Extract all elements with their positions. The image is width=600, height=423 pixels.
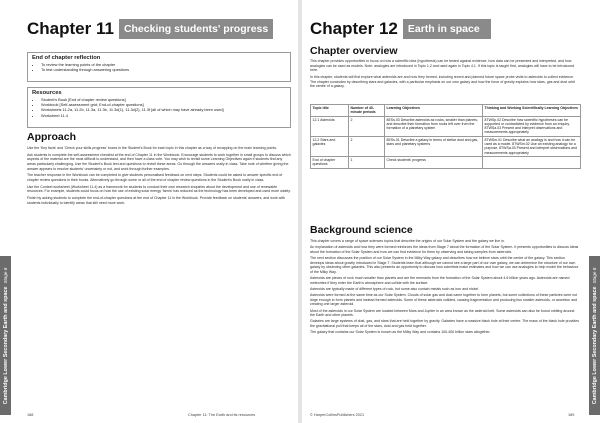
table-cell: 8ESs.01 Describe a galaxy in terms of stellar dust and gas, stars and planetary systems [385, 136, 483, 156]
paragraph: Asteroids are pieces of rock much smaller than planets and are the remnants from the formation of the Solar System about 4.6 billion years ago. Asteroids are named meteorites if they enter the Earth's atmosphere and collide with the surface. [310, 276, 570, 285]
table-header-row [311, 105, 581, 117]
column-header: Learning Objectives [385, 105, 483, 117]
resources-list [32, 97, 286, 118]
paragraph: Use the Context worksheet (Worksheet 11.4) as a framework for students to conduct their own research enquiries about the development and use of renewable resources. For example, students could focus on how the use of existing solar energy 'farms' has reduced as the technology has been developed and used more widely. [27, 184, 291, 194]
table-cell: 12.2 Stars and galaxies [311, 136, 349, 156]
topics-table [310, 104, 581, 169]
table-cell: 1 [349, 156, 385, 168]
table-cell: 12.1 Asteroids [311, 116, 349, 136]
right-footer-copyright: © HarperCollinsPublishers 2021 [310, 413, 365, 417]
overview-text [310, 59, 580, 89]
paragraph: In this chapter, students will first explore what asteroids are and how they formed, including recent and planned future space probe visits to asteroids to collect evidence. The chapter concludes by describing stars and galaxies, with a particular emphasis on our own galaxy and how the force of gravity explains how stars, gas and dust orbit the centre of a galaxy. [310, 74, 575, 89]
table-cell: End of chapter questions [311, 156, 349, 168]
side-tab-label [592, 267, 598, 404]
table-cell: 2 [349, 116, 385, 136]
resources-box [27, 87, 291, 128]
table-cell: 8TWSp.02 Describe how scientific hypotheses can be supported or contradicted by evidence from an enquiry. 8TWSa.03 Present and interpret observations and measurements appropriately [483, 116, 581, 136]
chapter-number: Chapter 11 [27, 19, 114, 38]
paragraph: The galaxy that contains our Solar System is known as the Milky Way and contains 100-400 billion stars altogether. [310, 330, 491, 335]
right-page [302, 0, 600, 423]
list-item: • Workbook [Self-assessment grid; End-of-chapter questions] [41, 102, 286, 107]
side-tab-title: Cambridge Lower Secondary Earth and space [2, 286, 9, 404]
paragraph: Finish by asking students to complete the end-of-chapter questions at the end of Chapter 11 in the Workbook. Provide feedback on students' answers, and work with students individually to identify areas that still need more work. [27, 195, 286, 205]
list-item: • Worksheet 11.4 [41, 113, 286, 118]
column-header: Topic title [311, 105, 349, 117]
paragraph: This chapter covers a range of space sciences topics that describe the origins of our Solar System and the galaxy we live in. [310, 239, 505, 243]
list-item: • To test understanding through answering questions [41, 67, 286, 72]
background-text [310, 239, 580, 335]
paragraph: The next section discusses the position of our Solar System in the Milky Way galaxy and describes how we believe stars orbit the centre of the galaxy. This section develops ideas about gravity introduced in Stage 7. Students learn that although we cannot see a large part of our own galaxy, we can determine the structure of our own galaxy by observing other galaxies. This also presents an opportunity to discuss how scientists make estimates and how we can use analogies to help model the behaviour of the Milky Way. [310, 255, 579, 274]
approach-text [27, 146, 291, 205]
chapter-12-title [310, 18, 491, 40]
right-side-tab [589, 256, 600, 415]
chapter-11-title [27, 18, 273, 40]
column-header: Number of 40-minute periods [349, 105, 385, 117]
table-cell: Check students' progress [385, 156, 483, 168]
left-side-tab [0, 256, 11, 415]
chapter-number: Chapter 12 [310, 19, 398, 38]
left-page [0, 0, 298, 423]
chapter-title-bar: Checking students' progress [119, 19, 273, 39]
paragraph: Asteroids are typically made of different types of rock, but some also contain metals such as iron and nickel. [310, 286, 480, 291]
table-cell [483, 156, 581, 168]
paragraph: An explanation of asteroids and how they were formed reinforces the ideas from Stage 7 about the formation of the Solar System. It presents opportunities to discuss ideas about the formation of the Solar System and how we can find evidence for them by observing and taking samples from asteroids. [310, 245, 579, 254]
left-footer-page: 188 [27, 413, 34, 417]
side-tab-stage: Stage 8 [591, 267, 597, 284]
paragraph: Galaxies are large systems of dust, gas, and stars that are held together by gravity. Galaxies have a massive black hole at their centre. The mass of the black hole provides the gravitational pull that keeps all of the stars, dust and gas held together. [310, 319, 579, 328]
paragraph: Use the 'Key facts' and 'Check your skills progress' boxes in the Student's Book for each topic in this chapter as a way of recapping on the main learning points. [27, 146, 278, 150]
right-footer-page: 189 [568, 413, 575, 417]
table-row [311, 156, 581, 168]
approach-heading: Approach [27, 131, 77, 143]
list-item: • To review the learning points of the chapter [41, 62, 286, 67]
resources-heading: Resources [32, 90, 62, 96]
paragraph: This chapter provides opportunities to focus on how a scientific idea (hypothesis) can be tested against evidence, how data can be presented and interpreted, and how analogies can be used as models. Note: analogies are introduced in Topic 1.2 and used again in Topic 4.1. If this topic is taught first, analogies will have to be introduced here. [310, 59, 575, 73]
table-cell: 2 [349, 136, 385, 156]
paragraph: Most of the asteroids in our Solar System are located between Mars and Jupiter in an area known as the asteroid belt. Some asteroids can also be found orbiting around the Earth and other planets. [310, 308, 575, 318]
table-row [311, 116, 581, 136]
table-cell: 8ESs.03 Describe asteroids as rocks, smaller than planets, and describe their formation from rocks left over from the formation of a planetary system [385, 116, 483, 136]
reflection-heading: End of chapter reflection [32, 55, 101, 61]
overview-heading: Chapter overview [310, 45, 398, 57]
reflection-list [32, 62, 286, 72]
reflection-box [27, 52, 291, 82]
paragraph: The teacher response in the Workbook can be completed to give students personalised feedback on next steps. Students could be asked to answer specific end of chapter review questions in their books. Alternatively go through some or all of the end of chapter review questions in the Student's Book orally in class. [27, 173, 283, 182]
table-cell: 8TWSm.01 Describe what an analogy is and how it can be used as a model. 8TWSm.02 Use an existing analogy for a purpose. 8TWSa.03 Present and interpret observations and measurements appropriately [483, 136, 581, 156]
side-tab-title: Cambridge Lower Secondary Earth and space [591, 286, 598, 404]
column-header: Thinking and Working Scientifically Learning Objectives [483, 105, 581, 117]
paragraph: Asteroids were formed at the same time as our Solar System. Clouds of solar gas and dust came together to form planets, but some collections of these particles were not large enough to form planets and instead formed asteroids. Some of these asteroids collided, causing fragmentation and producing two smaller asteroids, or accretion and creating one larger asteroid. [310, 293, 578, 307]
left-footer-text: Chapter 11: The Earth and its resources [188, 413, 256, 417]
side-tab-label [3, 267, 9, 404]
list-item: • Worksheets 11.2a, 11.2b, 11.3a, 11.3b, 11.3d(1), 11.3d(2), 11.3f [all of which may have already been used] [41, 107, 286, 112]
paragraph: Ask students to complete the self-assessment checklist at the end of Chapter 11 in the Workbook. Encourage students to work together in small groups to discuss which aspects of the material are the most difficult to understand, and then have a class vote. You may wish to revisit some Learning Objectives again if students find any areas particularly challenging. Use the Student's Book text and questions to revisit these areas. Go through the answers orally in class. Take note of whether giving the answer appears to resolve students' uncertainty or not, and work through further examples. [27, 152, 291, 171]
chapter-title-bar: Earth in space [403, 19, 491, 39]
list-item: • Student's Book [End of chapter review questions] [41, 97, 286, 102]
table-row [311, 136, 581, 156]
background-heading: Background science [310, 224, 413, 236]
side-tab-stage: Stage 8 [2, 267, 8, 284]
